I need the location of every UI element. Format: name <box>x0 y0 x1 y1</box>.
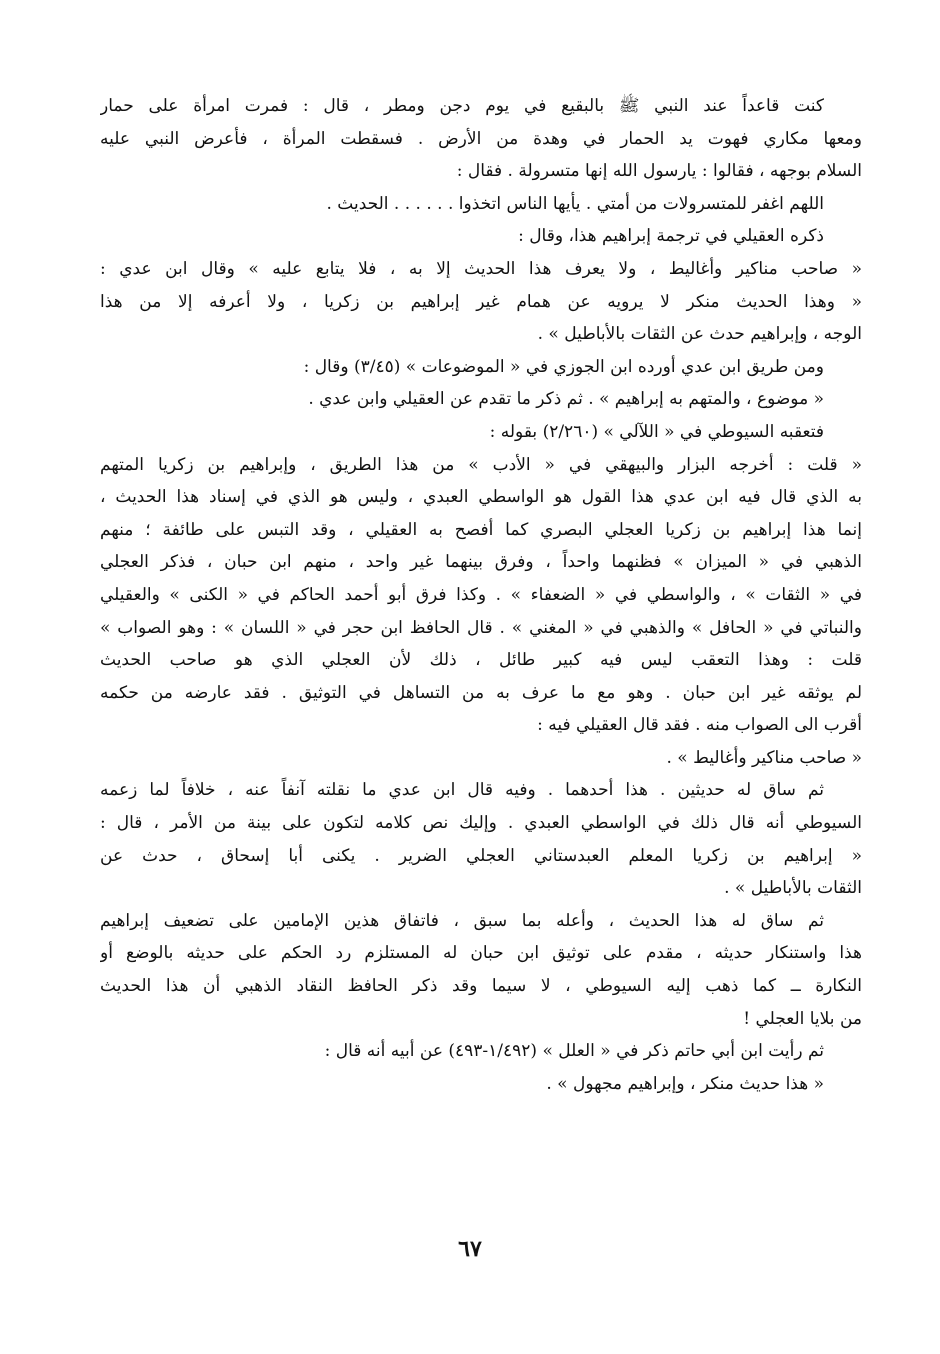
text-line: كنت قاعداً عند النبي ﷺ بالبقيع في يوم دجن ومطر ، قال : فمرت امرأة على حمار <box>100 96 824 116</box>
text-line: ذكره العقيلي في ترجمة إبراهيم هذا، وقال : <box>518 226 824 247</box>
text-line: السيوطي أنه قال ذلك في الواسطي العبدي . وإليك نص كلامه لتكون على بينة من الأمر ، قال : <box>100 813 862 834</box>
text-line: « موضوع ، والمتهم به إبراهيم » . ثم ذكر ما تقدم عن العقيلي وابن عدي . <box>308 389 824 410</box>
text-line: « صاحب مناكير وأغاليط ، ولا يعرف هذا الحديث إلا به ، فلا يتابع عليه » وقال ابن عدي : <box>100 258 862 279</box>
text-line: « إبراهيم بن زكريا المعلم العبدستاني العجلي الضرير . يكنى أبا إسحاق ، حدث عن <box>100 845 862 866</box>
text-line: به الذي قال فيه ابن عدي هذا القول هو الواسطي العبدي ، وليس هو الذي في إسناد هذا الحديث ، <box>100 487 862 508</box>
text-line: النكارة ــ كما ذهب إليه السيوطي ، لا سيما وقد ذكر الحافظ النقاد الذهبي أن هذا الحديث <box>100 976 862 997</box>
text-line: ثم رأيت ابن أبي حاتم ذكر في « العلل » (١/٤٩٢-٤٩٣) عن أبيه أنه قال : <box>324 1041 824 1062</box>
text-line: ثم ساق له حديثين . هذا أحدهما . وفيه قال ابن عدي ما نقلته آنفاً عنه ، خلافاً لما زعمه <box>100 780 824 801</box>
text-line: الذهبي في « الميزان » فظنهما واحداً ، وفرق بينهما غير واحد ، منهم ابن حبان ، فذكر العجلي <box>100 552 862 573</box>
text-line: « وهذا الحديث منكر لا يرويه عن همام غير إبراهيم بن زكريا ، ولا أعرفه إلا من هذا <box>100 291 862 312</box>
page-number: ٦٧ <box>458 1236 482 1262</box>
text-line: الوجه ، وإبراهيم حدث عن الثقات بالأباطيل » . <box>537 324 862 345</box>
text-line: اللهم اغفر للمتسرولات من أمتي . يأيها الناس اتخذوا . . . . . . الحديث . <box>326 193 824 214</box>
text-line: ومن طريق ابن عدي أورده ابن الجوزي في « الموضوعات » (٣/٤٥) وقال : <box>303 356 824 377</box>
text-line: قلت : وهذا التعقب ليس فيه كبير طائل ، ذلك لأن العجلي الذي هو صاحب الحديث <box>100 650 862 671</box>
text-line: ثم ساق له هذا الحديث ، وأعله بما سبق ، فاتفاق هذين الإمامين على تضعيف إبراهيم <box>100 910 824 931</box>
text-line: في « الثقات » ، والواسطي في « الضعفاء » . وكذا فرق أبو أحمد الحاكم في « الكنى » والعقيلي <box>100 584 862 605</box>
text-line: « هذا حديث منكر ، وإبراهيم مجهول » . <box>546 1073 824 1094</box>
text-line: « صاحب مناكير وأغاليط » . <box>666 747 862 768</box>
text-line: السلام بوجهه ، فقالوا : يارسول الله إنها متسرولة . فقال : <box>456 161 862 182</box>
text-line: « قلت : أخرجه البزار والبيهقي في « الأدب » من هذا الطريق ، وإبراهيم بن زكريا المتهم <box>100 454 862 475</box>
text-line: أقرب الى الصواب منه . فقد قال العقيلي فيه : <box>537 715 862 736</box>
text-line: من بلايا العجلي ! <box>743 1008 862 1029</box>
text-line: هذا واستنكار حديثه ، مقدم على توثيق ابن حبان له المستلزم رد الحكم على حديثه بالوضع أو <box>100 943 862 964</box>
text-line: ومعها مكاري فهوت يد الحمار في وهدة من الأرض . فسقطت المرأة ، فأعرض النبي عليه <box>100 128 862 149</box>
text-line: إنما هذا إبراهيم بن زكريا العجلي البصري كما أفصح به العقيلي ، وقد التبس على طائفة ؛ منهم <box>100 519 862 540</box>
text-line: الثقات بالأباطيل » . <box>724 878 862 899</box>
body-text <box>100 90 862 1100</box>
text-line: لم يوثقه غير ابن حبان . وهو مع ما عرف به من التساهل في التوثيق . فقد عارضه من حكمه <box>100 682 862 703</box>
text-line: فتعقبه السيوطي في « اللآلي » (٢/٢٦٠) بقوله : <box>489 421 824 442</box>
text-line: والنباتي في « الحافل » والذهبي في « المغني » . قال الحافظ ابن حجر في « اللسان » : وهو الصواب » <box>100 617 862 638</box>
